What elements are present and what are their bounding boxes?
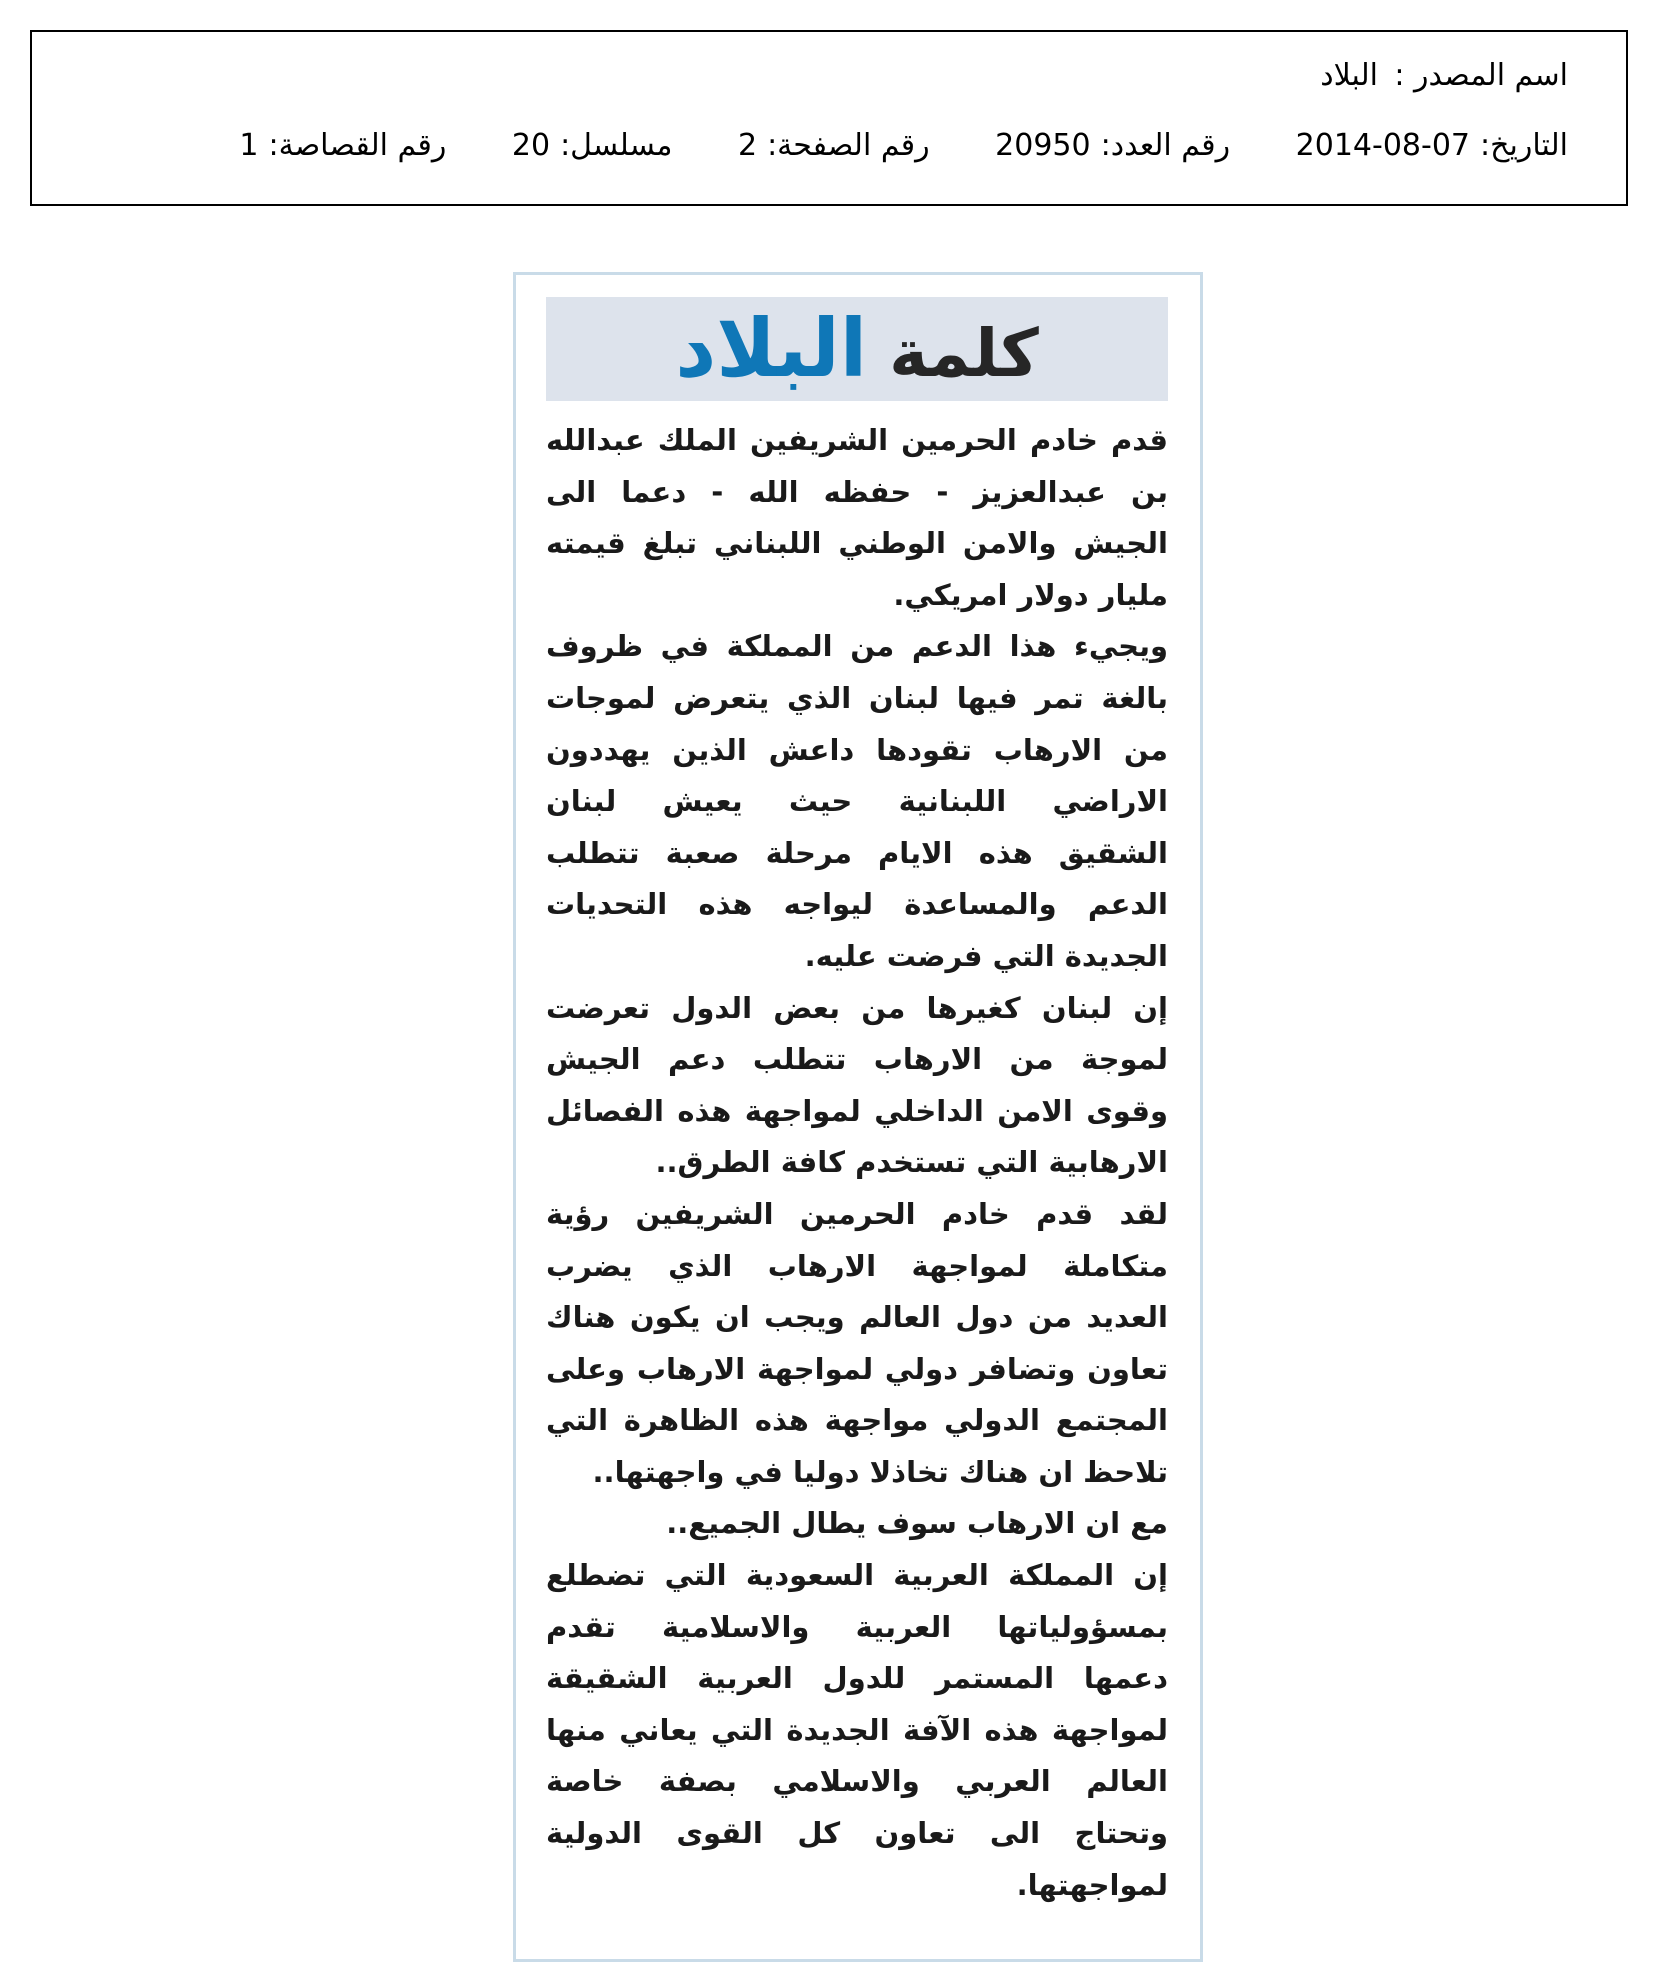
article-line: مع ان الارهاب سوف يطال الجميع.. (666, 1506, 1168, 1541)
article-line: مليار دولار امريكي. (893, 577, 1168, 612)
issue-label: رقم العدد: (1100, 128, 1231, 163)
article-line: تعاون وتضافر دولي لمواجهة الارهاب وعلى (546, 1351, 1168, 1386)
issue-field (995, 128, 1230, 163)
article-line: بن عبدالعزيز - حفظه الله - دعما الى (546, 474, 1168, 509)
source-label: اسم المصدر : (1394, 58, 1568, 93)
article-line: متكاملة لمواجهة الارهاب الذي يضرب (546, 1248, 1168, 1283)
source-row (1320, 58, 1568, 93)
article-line: إن المملكة العربية السعودية التي تضطلع (546, 1558, 1168, 1593)
article-line: لمواجهتها. (1016, 1867, 1168, 1902)
clip-number-field (239, 128, 446, 163)
details-row (239, 128, 1568, 163)
masthead-word-kalima: كلمة (889, 315, 1039, 392)
article-line: دعمها المستمر للدول العربية الشقيقة (546, 1661, 1168, 1696)
newspaper-clipping (513, 272, 1203, 1962)
page-value: 2 (737, 128, 758, 163)
article-line: إن لبنان كغيرها من بعض الدول تعرضت (546, 990, 1168, 1025)
article-line: المجتمع الدولي مواجهة هذه الظاهرة التي (546, 1403, 1168, 1438)
date-label: التاريخ: (1480, 128, 1568, 163)
article-line: تلاحظ ان هناك تخاذلا دوليا في واجهتها.. (592, 1454, 1168, 1489)
article-line: الارهابية التي تستخدم كافة الطرق.. (655, 1145, 1168, 1180)
article-line: لقد قدم خادم الحرمين الشريفين رؤية (546, 1196, 1168, 1231)
article-line: الشقيق هذه الايام مرحلة صعبة تتطلب (546, 835, 1168, 870)
article-line: العديد من دول العالم ويجب ان يكون هناك (546, 1300, 1168, 1335)
article-line: وتحتاج الى تعاون كل القوى الدولية (546, 1816, 1168, 1851)
article-line: من الارهاب تقودها داعش الذين يهددون (546, 732, 1168, 767)
source-value: البلاد (1320, 58, 1378, 93)
clipping-metadata-box (30, 30, 1628, 206)
clip-number-value: 1 (239, 128, 259, 163)
clip-number-label: رقم القصاصة: (268, 128, 447, 163)
article-line: العالم العربي والاسلامي بصفة خاصة (546, 1764, 1168, 1799)
article-line: ويجيء هذا الدعم من المملكة في ظروف (546, 629, 1168, 664)
article-line: الجيش والامن الوطني اللبناني تبلغ قيمته (546, 526, 1168, 561)
serial-value: 20 (511, 128, 551, 163)
masthead-word-albilad: البلاد (675, 302, 868, 395)
article-line: قدم خادم الحرمين الشريفين الملك عبدالله (546, 423, 1168, 457)
article-line: لموجة من الارهاب تتطلب دعم الجيش (546, 1042, 1168, 1077)
article-line: الدعم والمساعدة ليواجه هذه التحديات (546, 887, 1168, 922)
article-line: الجديدة التي فرضت عليه. (804, 938, 1168, 973)
issue-value: 20950 (995, 128, 1091, 163)
serial-field (512, 128, 673, 163)
date-field (1296, 128, 1568, 163)
page-label: رقم الصفحة: (767, 128, 930, 163)
article-line: بمسؤولياتها العربية والاسلامية تقدم (546, 1609, 1168, 1644)
article-body (546, 415, 1168, 1911)
article-line: لمواجهة هذه الآفة الجديدة التي يعاني منها (546, 1712, 1168, 1747)
column-masthead (546, 297, 1168, 401)
serial-label: مسلسل: (560, 128, 673, 163)
article-line: الاراضي اللبنانية حيث يعيش لبنان (546, 784, 1168, 819)
page-field (738, 128, 930, 163)
article-line: بالغة تمر فيها لبنان الذي يتعرض لموجات (546, 680, 1168, 715)
article-line: وقوى الامن الداخلي لمواجهة هذه الفصائل (546, 1093, 1168, 1128)
date-value: 2014-08-07 (1295, 128, 1471, 163)
